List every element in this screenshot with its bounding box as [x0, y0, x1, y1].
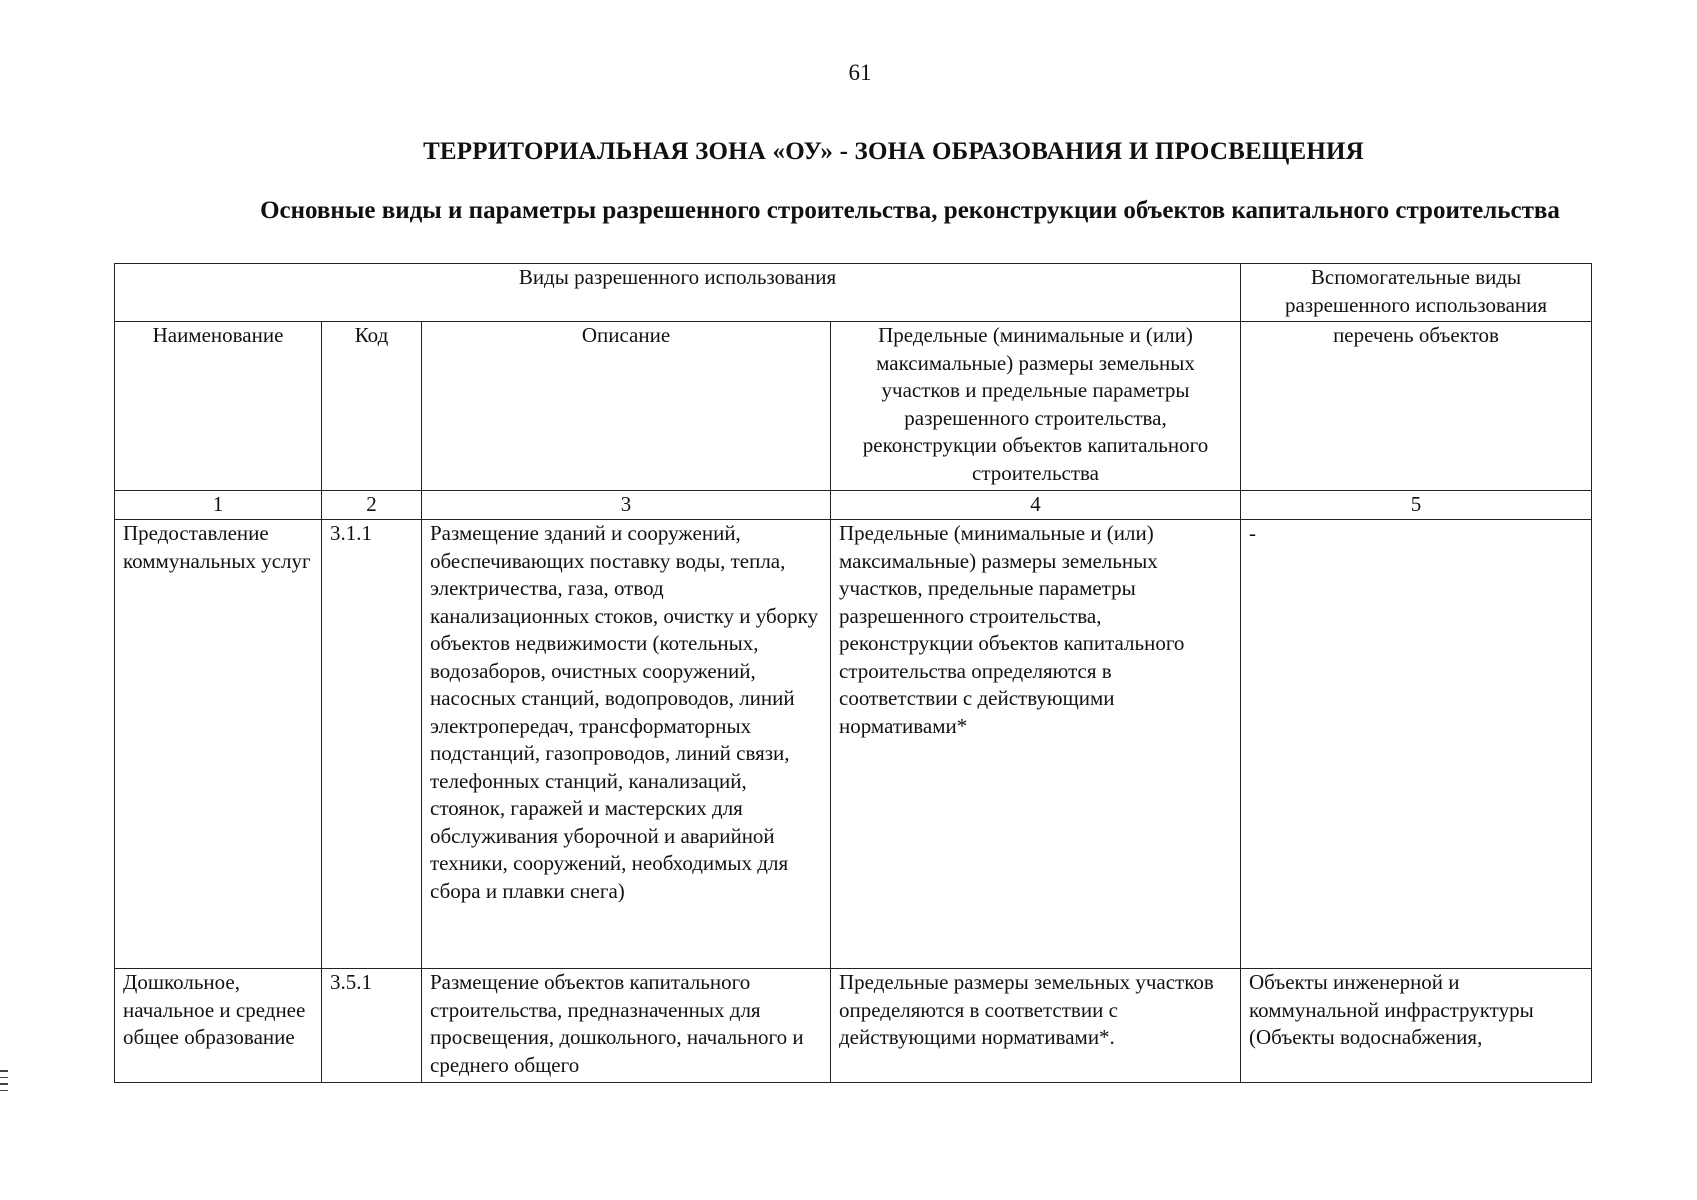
header-name: Наименование	[115, 322, 322, 491]
column-number-row	[115, 491, 1592, 520]
header-description: Описание	[422, 322, 831, 491]
group-header-main: Виды разрешенного использования	[115, 264, 1241, 322]
cell-limits: Предельные размеры земельных участков определяются в соответствии с действующими нормативами*.	[831, 969, 1241, 1083]
header-code: Код	[322, 322, 422, 491]
header-objects: перечень объектов	[1241, 322, 1592, 491]
cell-name: Дошкольное, начальное и среднее общее образование	[115, 969, 322, 1083]
cell-name: Предоставление коммунальных услуг	[115, 520, 322, 969]
permitted-use-table	[114, 263, 1592, 1083]
cell-objects: Объекты инженерной и коммунальной инфраструктуры (Объекты водоснабжения,	[1241, 969, 1592, 1083]
scan-edge-marks	[0, 1070, 8, 1104]
cell-description: Размещение объектов капитального строительства, предназначенных для просвещения, дошкольного, начального и среднего общего	[422, 969, 831, 1083]
section-title: Основные виды и параметры разрешенного строительства, реконструкции объектов капитального строительства	[260, 197, 1560, 224]
column-number: 2	[322, 491, 422, 520]
group-header-auxiliary: Вспомогательные виды разрешенного использования	[1241, 264, 1592, 322]
column-number: 4	[831, 491, 1241, 520]
table-row	[115, 969, 1592, 1083]
table-row	[115, 520, 1592, 969]
cell-description: Размещение зданий и сооружений, обеспечивающих поставку воды, тепла, электричества, газа, отвод канализационных стоков, очистку и уборку объектов недвижимости (котельных, водозаборов, очистных сооружений, насосных станций, водопроводов, линий электропередач, трансформаторных подстанций, газопроводов, линий связи, телефонных станций, канализаций, стоянок, гаражей и мастерских для обслуживания уборочной и аварийной техники, сооружений, необходимых для сбора и плавки снега)	[422, 520, 831, 969]
column-number: 5	[1241, 491, 1592, 520]
column-header-row	[115, 322, 1592, 491]
zone-title: ТЕРРИТОРИАЛЬНАЯ ЗОНА «ОУ» - ЗОНА ОБРАЗОВАНИЯ И ПРОСВЕЩЕНИЯ	[423, 138, 1364, 165]
cell-objects: -	[1241, 520, 1592, 969]
cell-limits: Предельные (минимальные и (или) максимальные) размеры земельных участков, предельные параметры разрешенного строительства, реконструкции объектов капитального строительства определяются в соответствии с действующими нормативами*	[831, 520, 1241, 969]
header-limits: Предельные (минимальные и (или) максимальные) размеры земельных участков и предельные параметры разрешенного строительства, реконструкции объектов капитального строительства	[831, 322, 1241, 491]
column-number: 1	[115, 491, 322, 520]
column-number: 3	[422, 491, 831, 520]
page-number: 61	[848, 60, 872, 85]
group-header-row	[115, 264, 1592, 322]
cell-code: 3.5.1	[322, 969, 422, 1083]
cell-code: 3.1.1	[322, 520, 422, 969]
